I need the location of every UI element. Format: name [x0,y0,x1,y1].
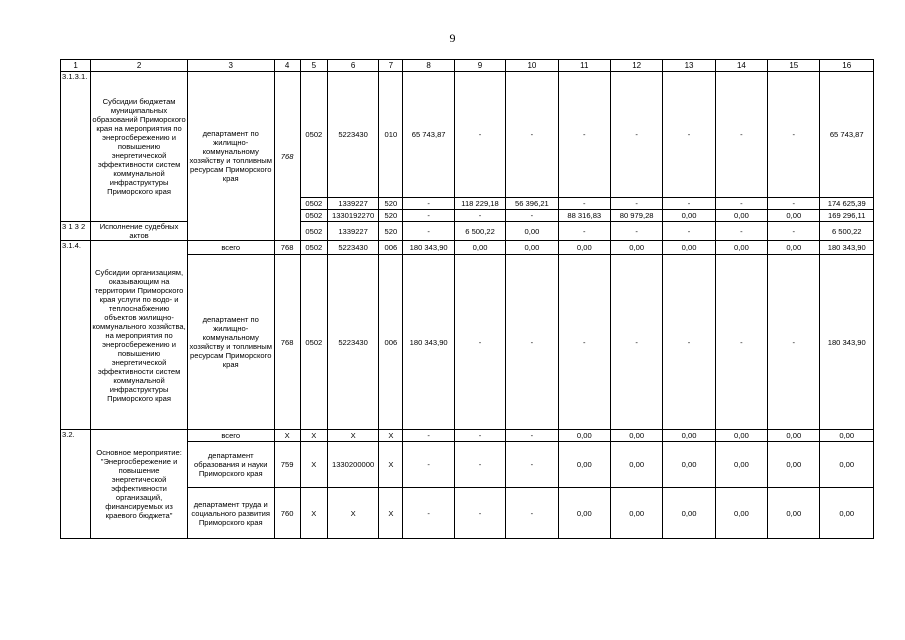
row-executor: департамент по жилищно-коммунальному хозяйству и топливным ресурсам Приморского края [187,255,274,430]
cell: - [403,210,454,222]
cell: 0,00 [715,442,767,488]
page-number: 9 [449,31,456,45]
cell: - [506,210,558,222]
header-cell: 12 [610,60,662,72]
row-executor: департамент по жилищно-коммунальному хозяйству и топливным ресурсам Приморского края [187,72,274,241]
cell: - [506,430,558,442]
cell: - [715,222,767,241]
cell: - [663,222,715,241]
cell: - [610,255,662,430]
cell: - [454,72,505,198]
cell: 0,00 [610,241,662,255]
cell: 0,00 [558,442,610,488]
cell: 0,00 [715,241,767,255]
cell: 88 316,83 [558,210,610,222]
cell: 0502 [300,222,327,241]
cell: X [327,488,378,539]
cell: X [379,442,403,488]
cell: 0,00 [715,430,767,442]
cell: - [558,255,610,430]
cell: 0,00 [820,430,874,442]
header-cell: 7 [379,60,403,72]
cell: - [403,442,454,488]
cell: - [768,222,820,241]
header-cell: 11 [558,60,610,72]
cell: 0,00 [715,488,767,539]
cell: 0,00 [610,430,662,442]
cell: 6 500,22 [820,222,874,241]
cell: 0,00 [558,241,610,255]
cell: 5223430 [327,241,378,255]
cell: - [454,488,505,539]
cell: - [768,72,820,198]
row-grbs: 768 [274,72,300,241]
cell: - [715,255,767,430]
cell: 5223430 [327,255,378,430]
budget-table [60,59,874,539]
cell: X [300,488,327,539]
cell: - [715,72,767,198]
cell: 0502 [300,210,327,222]
cell: - [454,210,505,222]
cell: - [610,198,662,210]
cell: 0,00 [768,442,820,488]
cell: X [379,488,403,539]
row-executor: всего [187,241,274,255]
cell: 0,00 [768,241,820,255]
cell: - [506,488,558,539]
cell: - [610,222,662,241]
cell: - [506,72,558,198]
cell: 6 500,22 [454,222,505,241]
cell: 768 [274,255,300,430]
header-cell: 6 [327,60,378,72]
cell: - [663,255,715,430]
cell: - [768,198,820,210]
cell: 0,00 [768,430,820,442]
cell: 0,00 [610,442,662,488]
cell: - [558,72,610,198]
cell: - [610,72,662,198]
cell: - [403,430,454,442]
cell: 010 [379,72,403,198]
header-cell: 5 [300,60,327,72]
cell: - [558,222,610,241]
cell: 0,00 [663,442,715,488]
cell: 0,00 [663,210,715,222]
cell: 0502 [300,241,327,255]
cell: 1339227 [327,222,378,241]
cell: 118 229,18 [454,198,505,210]
cell: 520 [379,210,403,222]
table-row [61,430,874,442]
row-code: 3.1.4. [61,241,91,430]
cell: 1339227 [327,198,378,210]
cell: - [403,488,454,539]
cell: 0,00 [820,442,874,488]
cell: 0502 [300,72,327,198]
row-executor: департамент образования и науки Приморского края [187,442,274,488]
cell: X [274,430,300,442]
table-row [61,241,874,255]
cell: 56 396,21 [506,198,558,210]
header-cell: 4 [274,60,300,72]
cell: - [403,222,454,241]
header-cell: 13 [663,60,715,72]
row-name: Субсидии организациям, оказывающим на территории Приморского края услуги по водо- и теплоснабжению объектов жилищно-коммунального хозяйства, на мероприятия по энергосбережению и повышению энергетической эффективности систем коммунальной инфраструктуры Приморского края [91,241,188,430]
cell: 0,00 [768,210,820,222]
cell: 80 979,28 [610,210,662,222]
cell: 174 625,39 [820,198,874,210]
header-cell: 16 [820,60,874,72]
cell: 0,00 [454,241,505,255]
cell: 0,00 [820,488,874,539]
cell: 768 [274,241,300,255]
cell: 0,00 [506,222,558,241]
cell: X [327,430,378,442]
cell: 0,00 [558,488,610,539]
header-cell: 3 [187,60,274,72]
cell: 0502 [300,255,327,430]
cell: 169 296,11 [820,210,874,222]
cell: 1330192270 [327,210,378,222]
cell: - [454,255,505,430]
cell: 006 [379,241,403,255]
cell: - [663,198,715,210]
cell: 0,00 [663,430,715,442]
table-row [61,72,874,198]
cell: X [300,442,327,488]
cell: - [454,442,505,488]
row-name: Основное мероприятие: "Энергосбережение и повышение энергетической эффективности организаций, финансируемых из краевого бюджета" [91,430,188,539]
cell: X [300,430,327,442]
cell: 0,00 [715,210,767,222]
header-cell: 1 [61,60,91,72]
row-name: Исполнение судебных актов [91,222,188,241]
header-cell: 14 [715,60,767,72]
header-cell: 9 [454,60,505,72]
cell: 1330200000 [327,442,378,488]
row-code: 3.2. [61,430,91,539]
cell: 520 [379,222,403,241]
cell: - [403,198,454,210]
cell: 0502 [300,198,327,210]
cell: 65 743,87 [820,72,874,198]
cell: 006 [379,255,403,430]
row-code: 3 1 3 2 [61,222,91,241]
cell: 0,00 [558,430,610,442]
cell: 759 [274,442,300,488]
cell: 5223430 [327,72,378,198]
cell: 0,00 [610,488,662,539]
header-cell: 15 [768,60,820,72]
cell: 520 [379,198,403,210]
cell: 0,00 [663,488,715,539]
cell: 0,00 [506,241,558,255]
cell: - [454,430,505,442]
cell: - [558,198,610,210]
cell: - [506,255,558,430]
cell: 180 343,90 [403,241,454,255]
cell: X [379,430,403,442]
cell: 180 343,90 [403,255,454,430]
cell: 0,00 [768,488,820,539]
cell: 180 343,90 [820,241,874,255]
header-cell: 2 [91,60,188,72]
header-row [61,60,874,72]
cell: - [506,442,558,488]
cell: - [663,72,715,198]
row-code: 3.1.3.1. [61,72,91,222]
cell: - [715,198,767,210]
header-cell: 8 [403,60,454,72]
cell: - [768,255,820,430]
cell: 180 343,90 [820,255,874,430]
cell: 760 [274,488,300,539]
row-name: Субсидии бюджетам муниципальных образований Приморского края на мероприятия по энергосбережению и повышению энергетической эффективности систем коммунальной инфраструктуры Приморского края [91,72,188,222]
header-cell: 10 [506,60,558,72]
cell: 0,00 [663,241,715,255]
table-row [61,222,874,241]
cell: 65 743,87 [403,72,454,198]
row-executor: департамент труда и социального развития Приморского края [187,488,274,539]
row-executor: всего [187,430,274,442]
